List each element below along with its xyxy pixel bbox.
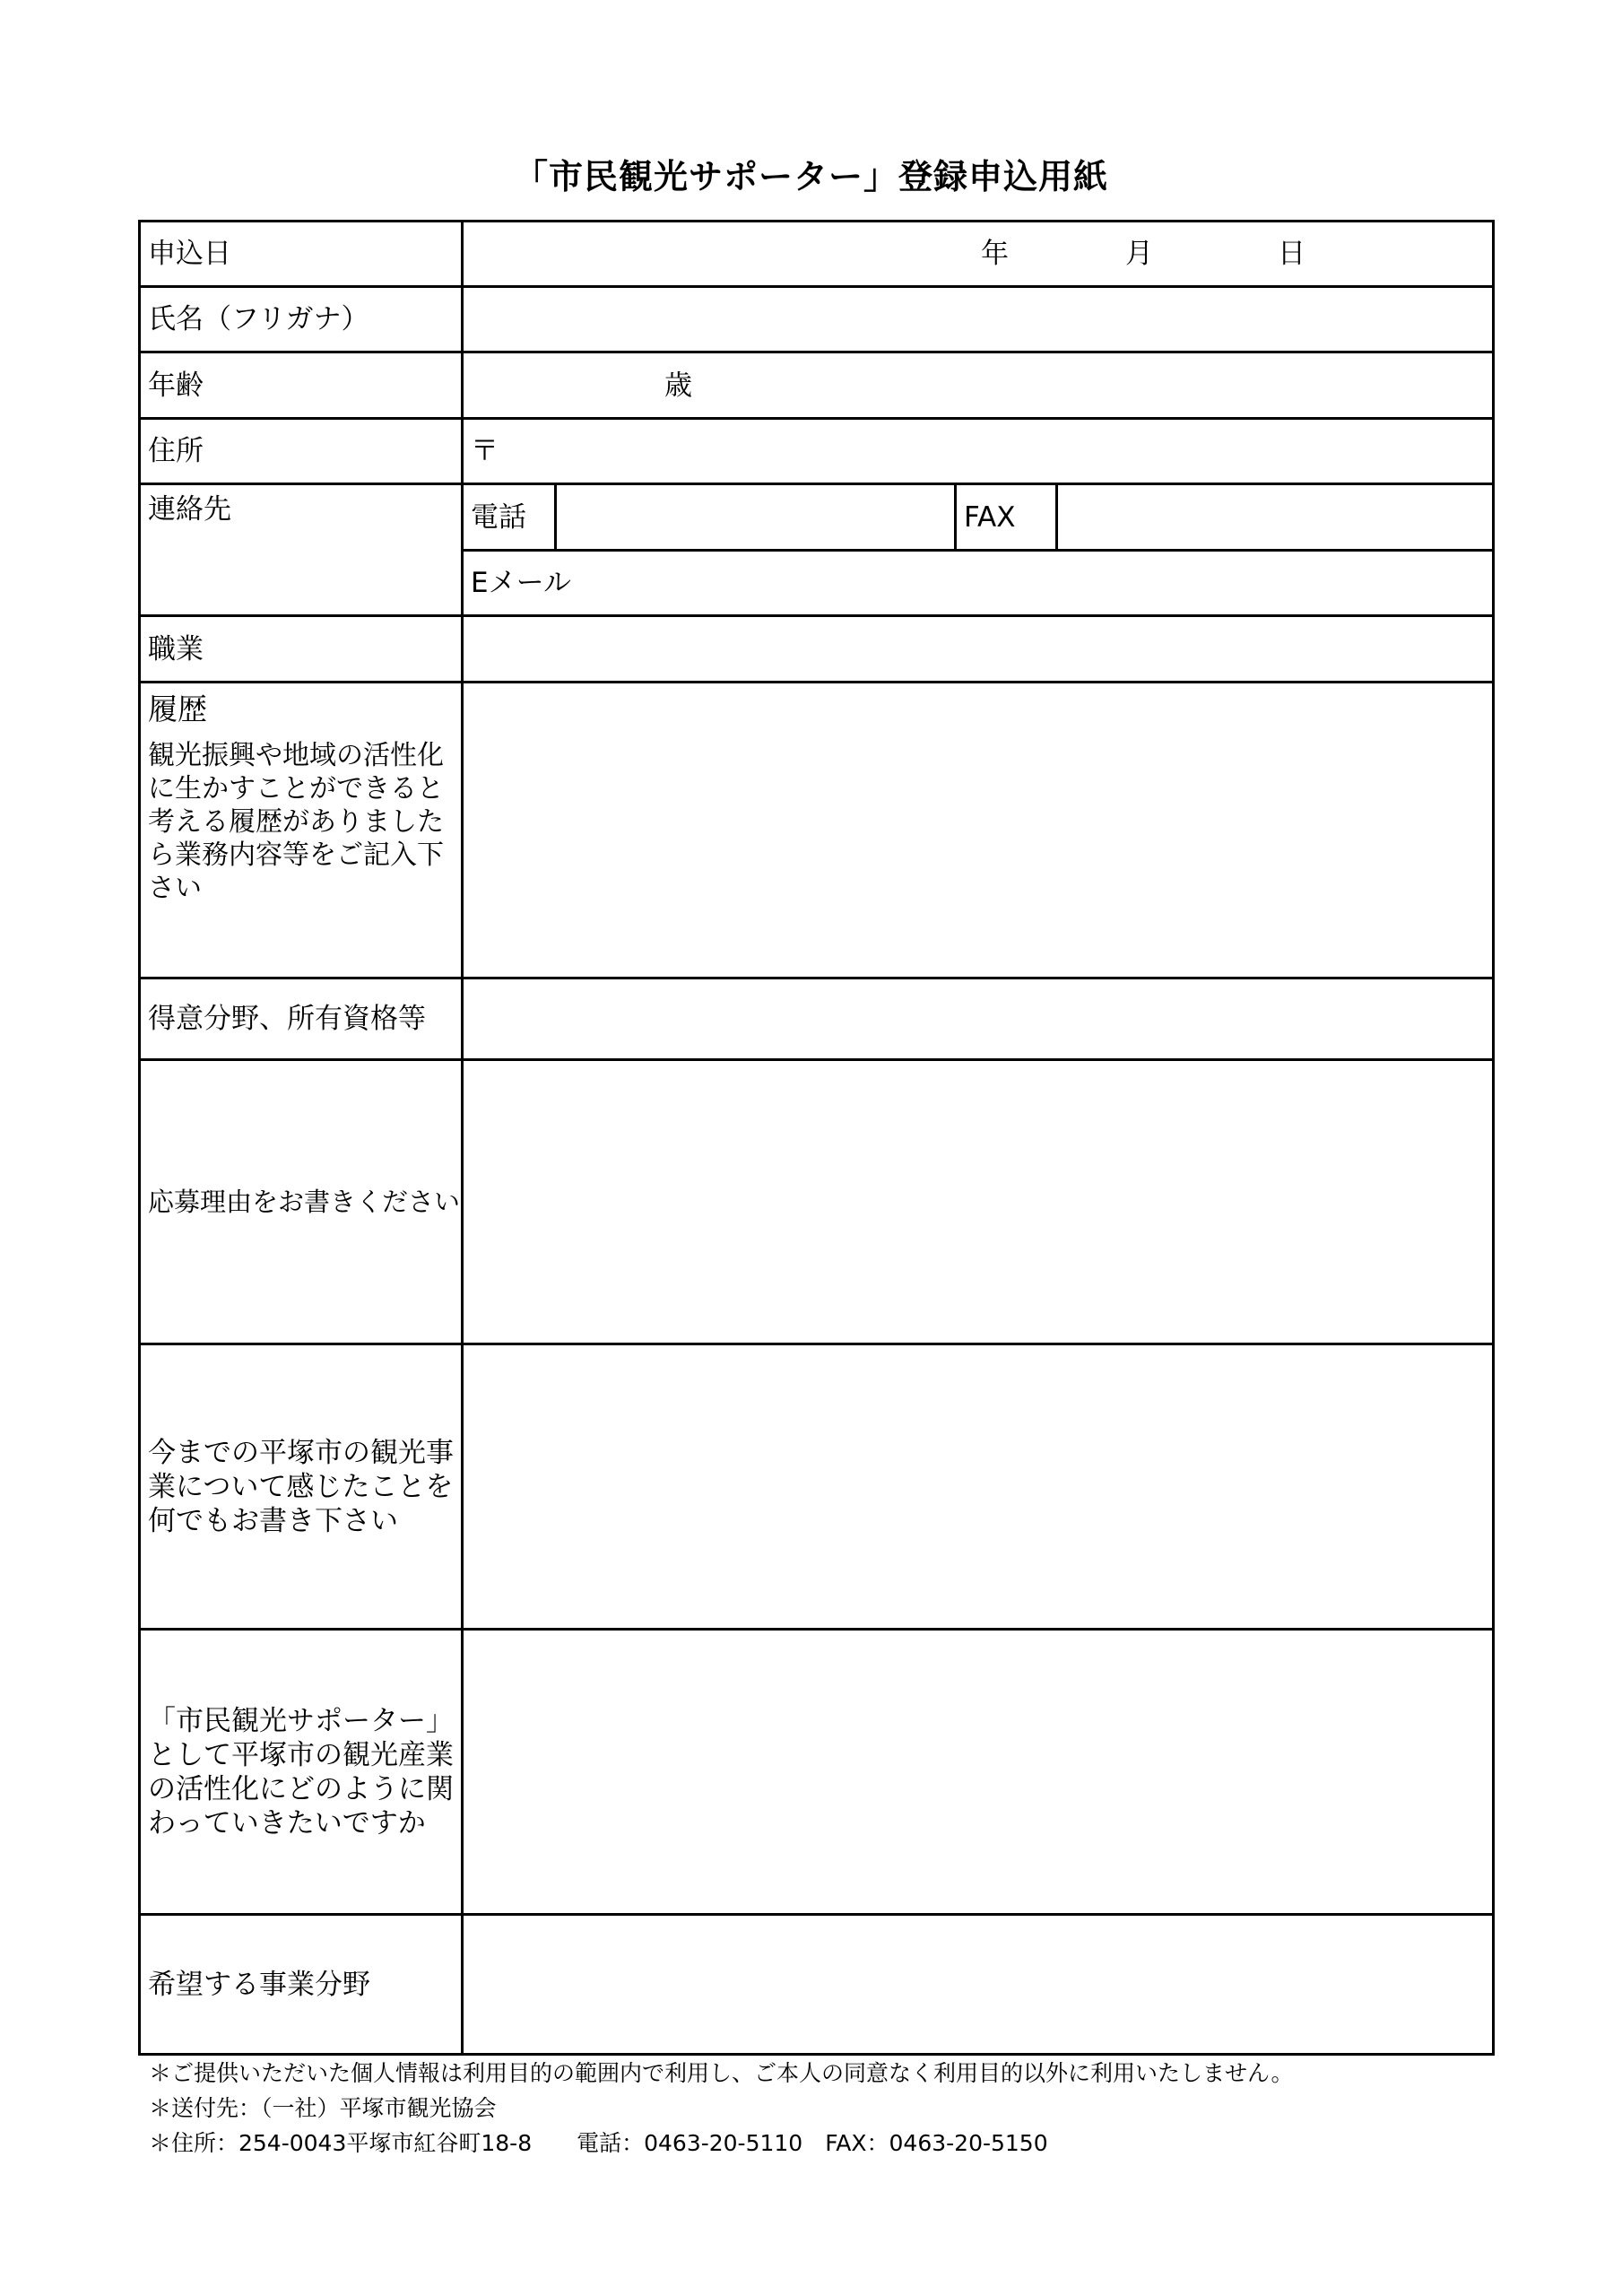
address-field[interactable] [463, 419, 1494, 484]
desired-field-input[interactable] [463, 1915, 1494, 2055]
occupation-field[interactable] [463, 616, 1494, 683]
specialty-field[interactable] [463, 978, 1494, 1060]
involvement-label: 「市民観光サポーター」として平塚市の観光産業の活性化にどのように関わっていきたいですか [140, 1630, 463, 1915]
occupation-label: 職業 [140, 616, 463, 683]
row-history [140, 683, 1494, 978]
history-label: 履歴 [148, 691, 207, 726]
row-involvement [140, 1630, 1494, 1915]
address-note: ＊住所：254-0043平塚市紅谷町18-8 電話：0463-20-5110 FAX：0463-20-5150 [149, 2130, 1048, 2156]
fax-label: FAX [956, 484, 1057, 551]
footer-notes [149, 2056, 1294, 2161]
specialty-label: 得意分野、所有資格等 [140, 978, 463, 1060]
date-label: 申込日 [140, 222, 463, 287]
history-field[interactable] [463, 683, 1494, 978]
row-name [140, 287, 1494, 352]
date-day-label: 日 [1278, 238, 1305, 270]
age-field[interactable] [463, 352, 1494, 419]
email-field[interactable] [463, 551, 1494, 616]
history-label-cell [140, 683, 463, 978]
phone-field[interactable] [556, 484, 956, 551]
registration-form-table [138, 220, 1495, 2056]
privacy-note: ＊ご提供いただいた個人情報は利用目的の範囲内で利用し、ご本人の同意なく利用目的以外に利用いたしません。 [149, 2060, 1294, 2086]
row-address [140, 419, 1494, 484]
name-label: 氏名（フリガナ） [140, 287, 463, 352]
age-unit-label: 歳 [664, 369, 692, 402]
reason-field[interactable] [463, 1060, 1494, 1344]
row-contact-phone [140, 484, 1494, 551]
name-field[interactable] [463, 287, 1494, 352]
reason-label: 応募理由をお書きください [140, 1060, 463, 1344]
send-to-note: ＊送付先：（一社）平塚市観光協会 [149, 2095, 497, 2121]
fax-field[interactable] [1057, 484, 1494, 551]
history-description: 観光振興や地域の活性化に生かすことができると考える履歴がありましたら業務内容等をご記入下さい [148, 740, 444, 904]
row-specialty [140, 978, 1494, 1060]
form-title: 「市民観光サポーター」登録申込用紙 [513, 157, 1108, 196]
impression-field[interactable] [463, 1344, 1494, 1630]
involvement-field[interactable] [463, 1630, 1494, 1915]
row-desired-field [140, 1915, 1494, 2055]
row-reason [140, 1060, 1494, 1344]
age-label: 年齢 [140, 352, 463, 419]
postal-mark: 〒 [471, 435, 499, 467]
row-age [140, 352, 1494, 419]
row-date [140, 222, 1494, 287]
row-impression [140, 1344, 1494, 1630]
email-label: Eメール [471, 567, 571, 599]
date-year-label: 年 [981, 238, 1009, 270]
row-occupation [140, 616, 1494, 683]
phone-label: 電話 [463, 484, 556, 551]
desired-field-label: 希望する事業分野 [140, 1915, 463, 2055]
address-label: 住所 [140, 419, 463, 484]
contact-label: 連絡先 [140, 484, 463, 616]
date-field[interactable] [463, 222, 1494, 287]
impression-label: 今までの平塚市の観光事業について感じたことを何でもお書き下さい [140, 1344, 463, 1630]
date-month-label: 月 [1125, 238, 1153, 270]
